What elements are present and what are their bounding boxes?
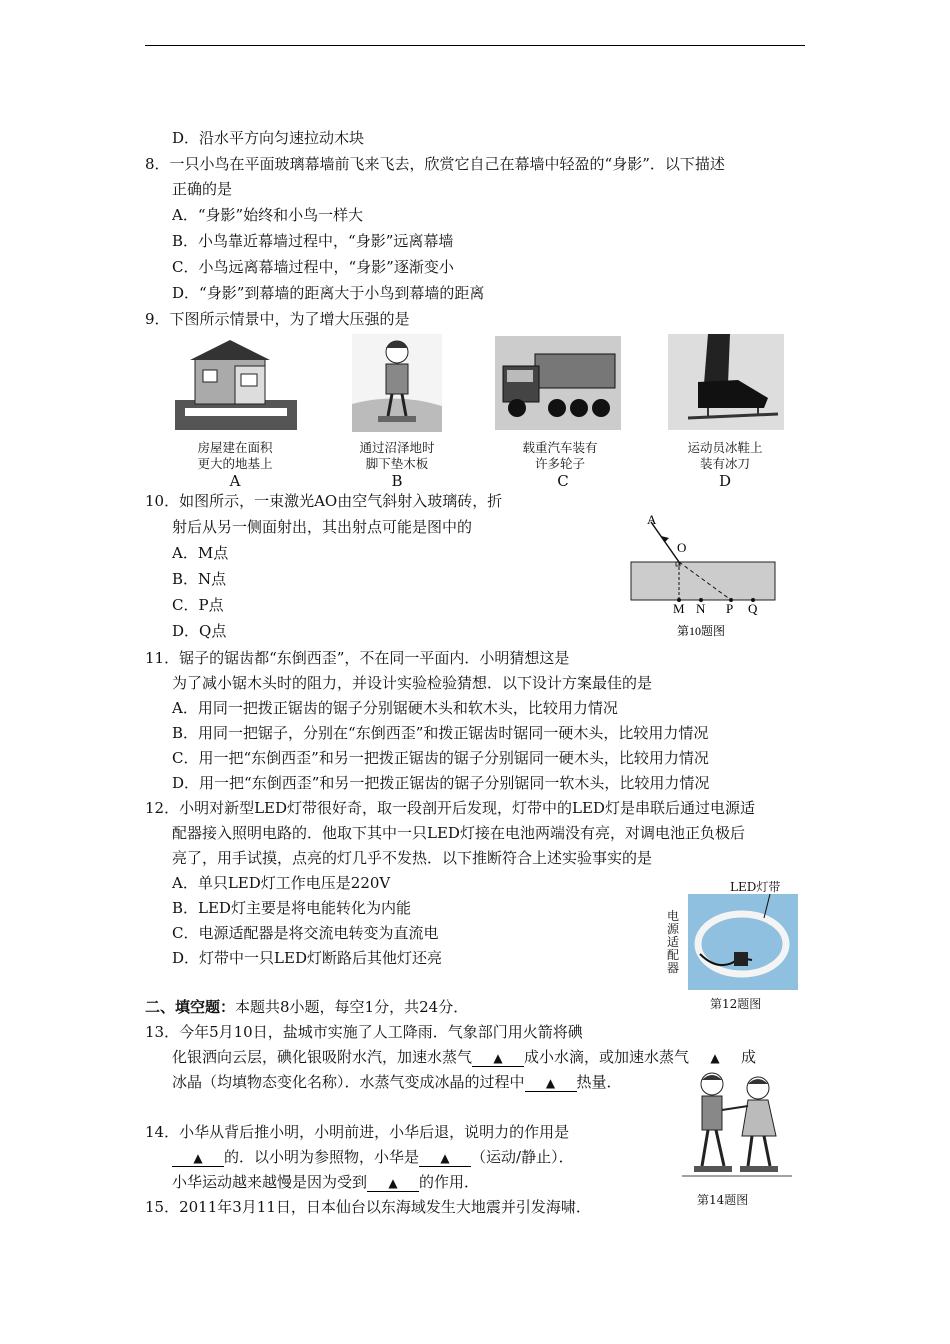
- label-a: A: [647, 512, 657, 527]
- led-strip-image: [670, 894, 798, 990]
- section2-heading: 二、填空题：本题共8小题，每空1分，共24分．: [145, 998, 469, 1016]
- label-n: N: [696, 601, 706, 616]
- header-rule: [145, 45, 805, 46]
- q12-adapter-label: 电源适配器: [667, 909, 680, 975]
- q12-option-b: B．LED灯主要是将电能转化为内能: [172, 899, 411, 917]
- q13-blank-3[interactable]: ▲: [525, 1074, 577, 1092]
- q8-option-b: B．小鸟靠近幕墙过程中，“身影”远离幕墙: [172, 232, 454, 250]
- label-m: M: [673, 601, 685, 616]
- q10-caption: 第10题图: [677, 624, 726, 638]
- q14-line2: ▲ 的．以小明为参照物，小华是 ▲ （运动/静止）．: [172, 1147, 574, 1167]
- q14-blank-3[interactable]: ▲: [367, 1174, 419, 1192]
- q10-option-c: C．P点: [172, 596, 224, 614]
- q12-stem-cont1: 配器接入照明电路的．他取下其中一只LED灯接在电池两端没有亮，对调电池正负极后: [172, 824, 745, 842]
- q12-option-d: D．灯带中一只LED灯断路后其他灯还亮: [172, 949, 442, 967]
- q12-option-c: C．电源适配器是将交流电转变为直流电: [172, 924, 439, 942]
- push-kids-image: [672, 1066, 798, 1186]
- q9-letter-d: D: [718, 472, 732, 490]
- q11-option-a: A．用同一把拨正锯齿的锯子分别锯硬木头和软木头，比较用力情况: [172, 699, 618, 717]
- label-o: O: [677, 540, 687, 555]
- q10-option-a: A．M点: [172, 544, 229, 562]
- q8-option-d: D．“身影”到幕墙的距离大于小鸟到幕墙的距离: [172, 284, 485, 302]
- q13-blank-1[interactable]: ▲: [472, 1049, 524, 1067]
- q11-option-d: D．用一把“东倒西歪”和另一把拨正锯齿的锯子分别锯同一软木头，比较用力情况: [172, 774, 710, 792]
- swamp-girl-image: [352, 334, 442, 432]
- q12-led-label: LED灯带: [730, 880, 781, 894]
- q14-blank-1[interactable]: ▲: [172, 1149, 224, 1167]
- q12-caption: 第12题图: [710, 997, 762, 1011]
- q9-caption-b: 通过沼泽地时 脚下垫木板: [359, 440, 435, 471]
- q14-blank-2[interactable]: ▲: [419, 1149, 471, 1167]
- q8-stem-cont: 正确的是: [172, 180, 233, 198]
- q8-option-c: C．小鸟远离幕墙过程中，“身影”逐渐变小: [172, 258, 454, 276]
- q10-stem: 10．如图所示，一束激光AO由空气斜射入玻璃砖，折: [145, 492, 503, 510]
- q10-stem-cont: 射后从另一侧面射出，其出射点可能是图中的: [172, 518, 473, 536]
- q9-caption-a: 房屋建在面积 更大的地基上: [197, 440, 273, 471]
- q9-stem: 9．下图所示情景中，为了增大压强的是: [145, 310, 410, 328]
- q9-caption-d: 运动员冰鞋上 装有冰刀: [687, 440, 763, 471]
- q12-option-a: A．单只LED灯工作电压是220V: [172, 874, 391, 892]
- q9-letter-b: B: [391, 472, 403, 490]
- q12-stem: 12．小明对新型LED灯带很好奇，取一段剖开后发现，灯带中的LED灯是串联后通过电源适: [145, 799, 755, 817]
- q9-caption-c: 载重汽车装有 许多轮子: [522, 440, 598, 471]
- q10-option-b: B．N点: [172, 570, 227, 588]
- label-q: Q: [748, 601, 758, 616]
- q11-stem: 11．锯子的锯齿都“东倒西歪”，不在同一平面内．小明猜想这是: [145, 649, 570, 667]
- q11-stem-cont: 为了减小锯木头时的阻力，并设计实验检验猜想．以下设计方案最佳的是: [172, 674, 653, 692]
- q10-option-d: D．Q点: [172, 622, 227, 640]
- label-p: P: [726, 601, 734, 616]
- q12-stem-cont2: 亮了，用手试摸，点亮的灯几乎不发热．以下推断符合上述实验事实的是: [172, 849, 653, 867]
- truck-image: [495, 336, 621, 430]
- q9-letter-a: A: [229, 472, 241, 490]
- q13-stem: 13．今年5月10日，盐城市实施了人工降雨．气象部门用火箭将碘: [145, 1023, 583, 1041]
- ice-skate-image: [668, 334, 784, 430]
- q13-line3: 冰晶（均填物态变化名称）．水蒸气变成冰晶的过程中 ▲ 热量．: [172, 1073, 622, 1091]
- house-image: [175, 338, 297, 430]
- q13-line2: 化银洒向云层，碘化银吸附水汽，加速水蒸气 ▲ 成小水滴，或加速水蒸气 ▲ 成: [172, 1048, 757, 1066]
- q13-blank-2[interactable]: ▲: [689, 1049, 741, 1067]
- q14-caption: 第14题图: [697, 1193, 749, 1207]
- q8-option-a: A．“身影”始终和小鸟一样大: [172, 206, 364, 224]
- q9-letter-c: C: [557, 472, 569, 490]
- q11-option-c: C．用一把“东倒西歪”和另一把拨正锯齿的锯子分别锯同一硬木头，比较用力情况: [172, 749, 709, 767]
- q10-glass-diagram: [625, 508, 785, 643]
- q14-line3: 小华运动越来越慢是因为受到 ▲ 的作用．: [172, 1173, 480, 1191]
- q11-option-b: B．用同一把锯子，分别在“东倒西歪”和拨正锯齿时锯同一硬木头，比较用力情况: [172, 724, 709, 742]
- q15-stem: 15．2011年3月11日，日本仙台以东海域发生大地震并引发海啸．: [145, 1198, 591, 1216]
- q8-stem: 8．一只小鸟在平面玻璃幕墙前飞来飞去，欣赏它自己在幕墙中轻盈的“身影”．以下描述: [145, 155, 725, 173]
- q14-stem: 14．小华从背后推小明，小明前进，小华后退，说明力的作用是: [145, 1123, 570, 1141]
- q7-option-d: D．沿水平方向匀速拉动木块: [172, 129, 365, 147]
